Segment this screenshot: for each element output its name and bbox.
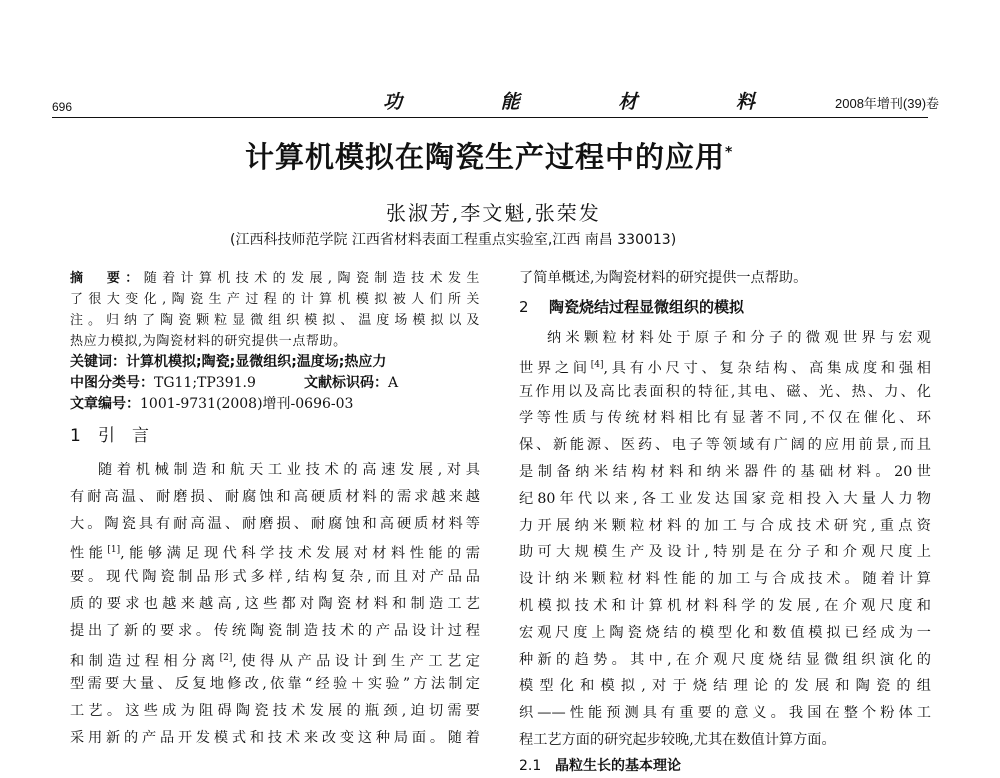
body-line: 模型化和模拟,对于烧结理论的发展和陶瓷的组	[519, 678, 931, 695]
document-code-label: 文献标识码：	[304, 375, 388, 391]
body-line: 保、新能源、医药、电子等领域有广阔的应用前景,而且	[519, 437, 931, 454]
body-line: 种新的趋势。其中,在介观尺度烧结显微组织演化的	[519, 651, 931, 668]
page-number: 696	[52, 100, 73, 114]
body-line: 性能[1],能够满足现代科学技术发展对材料性能的需	[70, 545, 480, 563]
section-title: 陶瓷烧结过程显微组织的模拟	[549, 298, 745, 316]
left-column	[70, 268, 480, 752]
body-line: 要。现代陶瓷制品形式多样,结构复杂,而且对产品品	[70, 569, 480, 586]
body-line: 了简单概述,为陶瓷材料的研究提供一点帮助。	[519, 270, 808, 286]
journal-name: 功 能 材 料	[383, 91, 801, 113]
body-line: 随着机械制造和航天工业技术的高速发展,对具	[98, 462, 480, 478]
classification-label: 中图分类号：	[70, 375, 154, 391]
subsection-2-1-heading	[519, 754, 931, 778]
body-line: 织——性能预测具有重要的意义。我国在整个粉体工	[519, 705, 931, 722]
body-line: 机模拟技术和计算机材料科学的发展,在介观尺度和	[519, 597, 931, 614]
classification-value: TG11;TP391.9	[154, 375, 256, 391]
abstract-line: 热应力模拟,为陶瓷材料的研究提供一点帮助。	[70, 334, 347, 349]
article-number-label: 文章编号：	[70, 396, 140, 412]
body-line: 纳米颗粒材料处于原子和分子的微观世界与宏观	[547, 330, 931, 346]
document-code-value: A	[388, 375, 399, 391]
body-line: 质的要求也越来越高,这些都对陶瓷材料和制造工艺	[70, 595, 480, 612]
citation-ref: [2]	[219, 652, 233, 663]
section-2-heading	[519, 289, 931, 325]
body-line: 型需要大量、反复地修改,依靠“经验＋实验”方法制定	[70, 676, 480, 693]
subsection-title: 晶粒生长的基本理论	[555, 757, 681, 774]
body-line: 是制备纳米结构材料和纳米器件的基础材料。20世	[519, 463, 931, 480]
article-number	[70, 394, 480, 415]
subsection-number: 2.1	[519, 757, 542, 774]
body-line: 采用新的产品开发模式和技术来改变这种局面。随着	[70, 729, 480, 746]
classification	[70, 373, 480, 394]
section-number: 2	[519, 298, 529, 316]
body-line: 设计纳米颗粒材料性能的加工与合成技术。随着计算	[519, 571, 931, 588]
citation-ref: [1]	[107, 545, 121, 556]
body-line: 学等性质与传统材料相比有显著不同,不仅在催化、环	[519, 410, 931, 427]
body-line: 提出了新的要求。传统陶瓷制造技术的产品设计过程	[70, 622, 480, 639]
authors: 张淑芳,李文魁,张荣发	[386, 201, 601, 225]
section-number: 1	[70, 426, 81, 446]
body-line: 互作用以及高比表面积的特征,其电、磁、光、热、力、化	[519, 383, 931, 400]
keywords-label: 关键词：	[70, 354, 126, 370]
header-rule	[52, 117, 928, 118]
section-title: 引 言	[98, 426, 149, 446]
body-line: 力开展纳米颗粒材料的加工与合成技术研究,重点资	[519, 517, 931, 534]
body-line: 工艺。这些成为阻碍陶瓷技术发展的瓶颈,迫切需要	[70, 703, 480, 720]
body-line: 和制造过程相分离[2],使得从产品设计到生产工艺定	[70, 652, 480, 670]
citation-ref: [4]	[590, 359, 604, 370]
section-1-heading	[70, 419, 480, 453]
right-column	[519, 268, 931, 778]
journal-issue: 2008年增刊(39)卷	[835, 96, 940, 111]
keywords-value: 计算机模拟;陶瓷;显微组织;温度场;热应力	[126, 354, 387, 370]
abstract-line: 注。归纳了陶瓷颗粒显微组织模拟、温度场模拟以及	[70, 313, 480, 328]
body-line: 有耐高温、耐磨损、耐腐蚀和高硬质材料的需求越来越	[70, 488, 480, 505]
body-line: 世界之间[4],具有小尺寸、复杂结构、高集成度和强相	[519, 359, 931, 377]
abstract-label: 摘 要：	[70, 271, 144, 286]
body-line: 助可大规模生产及设计,特别是在分子和介观尺度上	[519, 544, 931, 561]
body-line: 纪80年代以来,各工业发达国家竞相投入大量人力物	[519, 490, 931, 507]
article-number-value: 1001-9731(2008)增刊-0696-03	[140, 396, 354, 412]
keywords	[70, 352, 480, 373]
affiliation: (江西科技师范学院 江西省材料表面工程重点实验室,江西 南昌 330013)	[230, 232, 677, 248]
body-line: 程工艺方面的研究起步较晚,尤其在数值计算方面。	[519, 731, 836, 748]
abstract-line: 摘 要：随着计算机技术的发展,陶瓷制造技术发生	[70, 271, 480, 286]
paper-title: 计算机模拟在陶瓷生产过程中的应用*	[245, 140, 734, 174]
abstract-line: 了很大变化,陶瓷生产过程的计算机模拟被人们所关	[70, 292, 480, 307]
body-line: 大。陶瓷具有耐高温、耐磨损、耐腐蚀和高硬质材料等	[70, 515, 480, 532]
body-line: 宏观尺度上陶瓷烧结的模型化和数值模拟已经成为一	[519, 624, 931, 641]
title-footnote-mark: *	[725, 144, 734, 161]
